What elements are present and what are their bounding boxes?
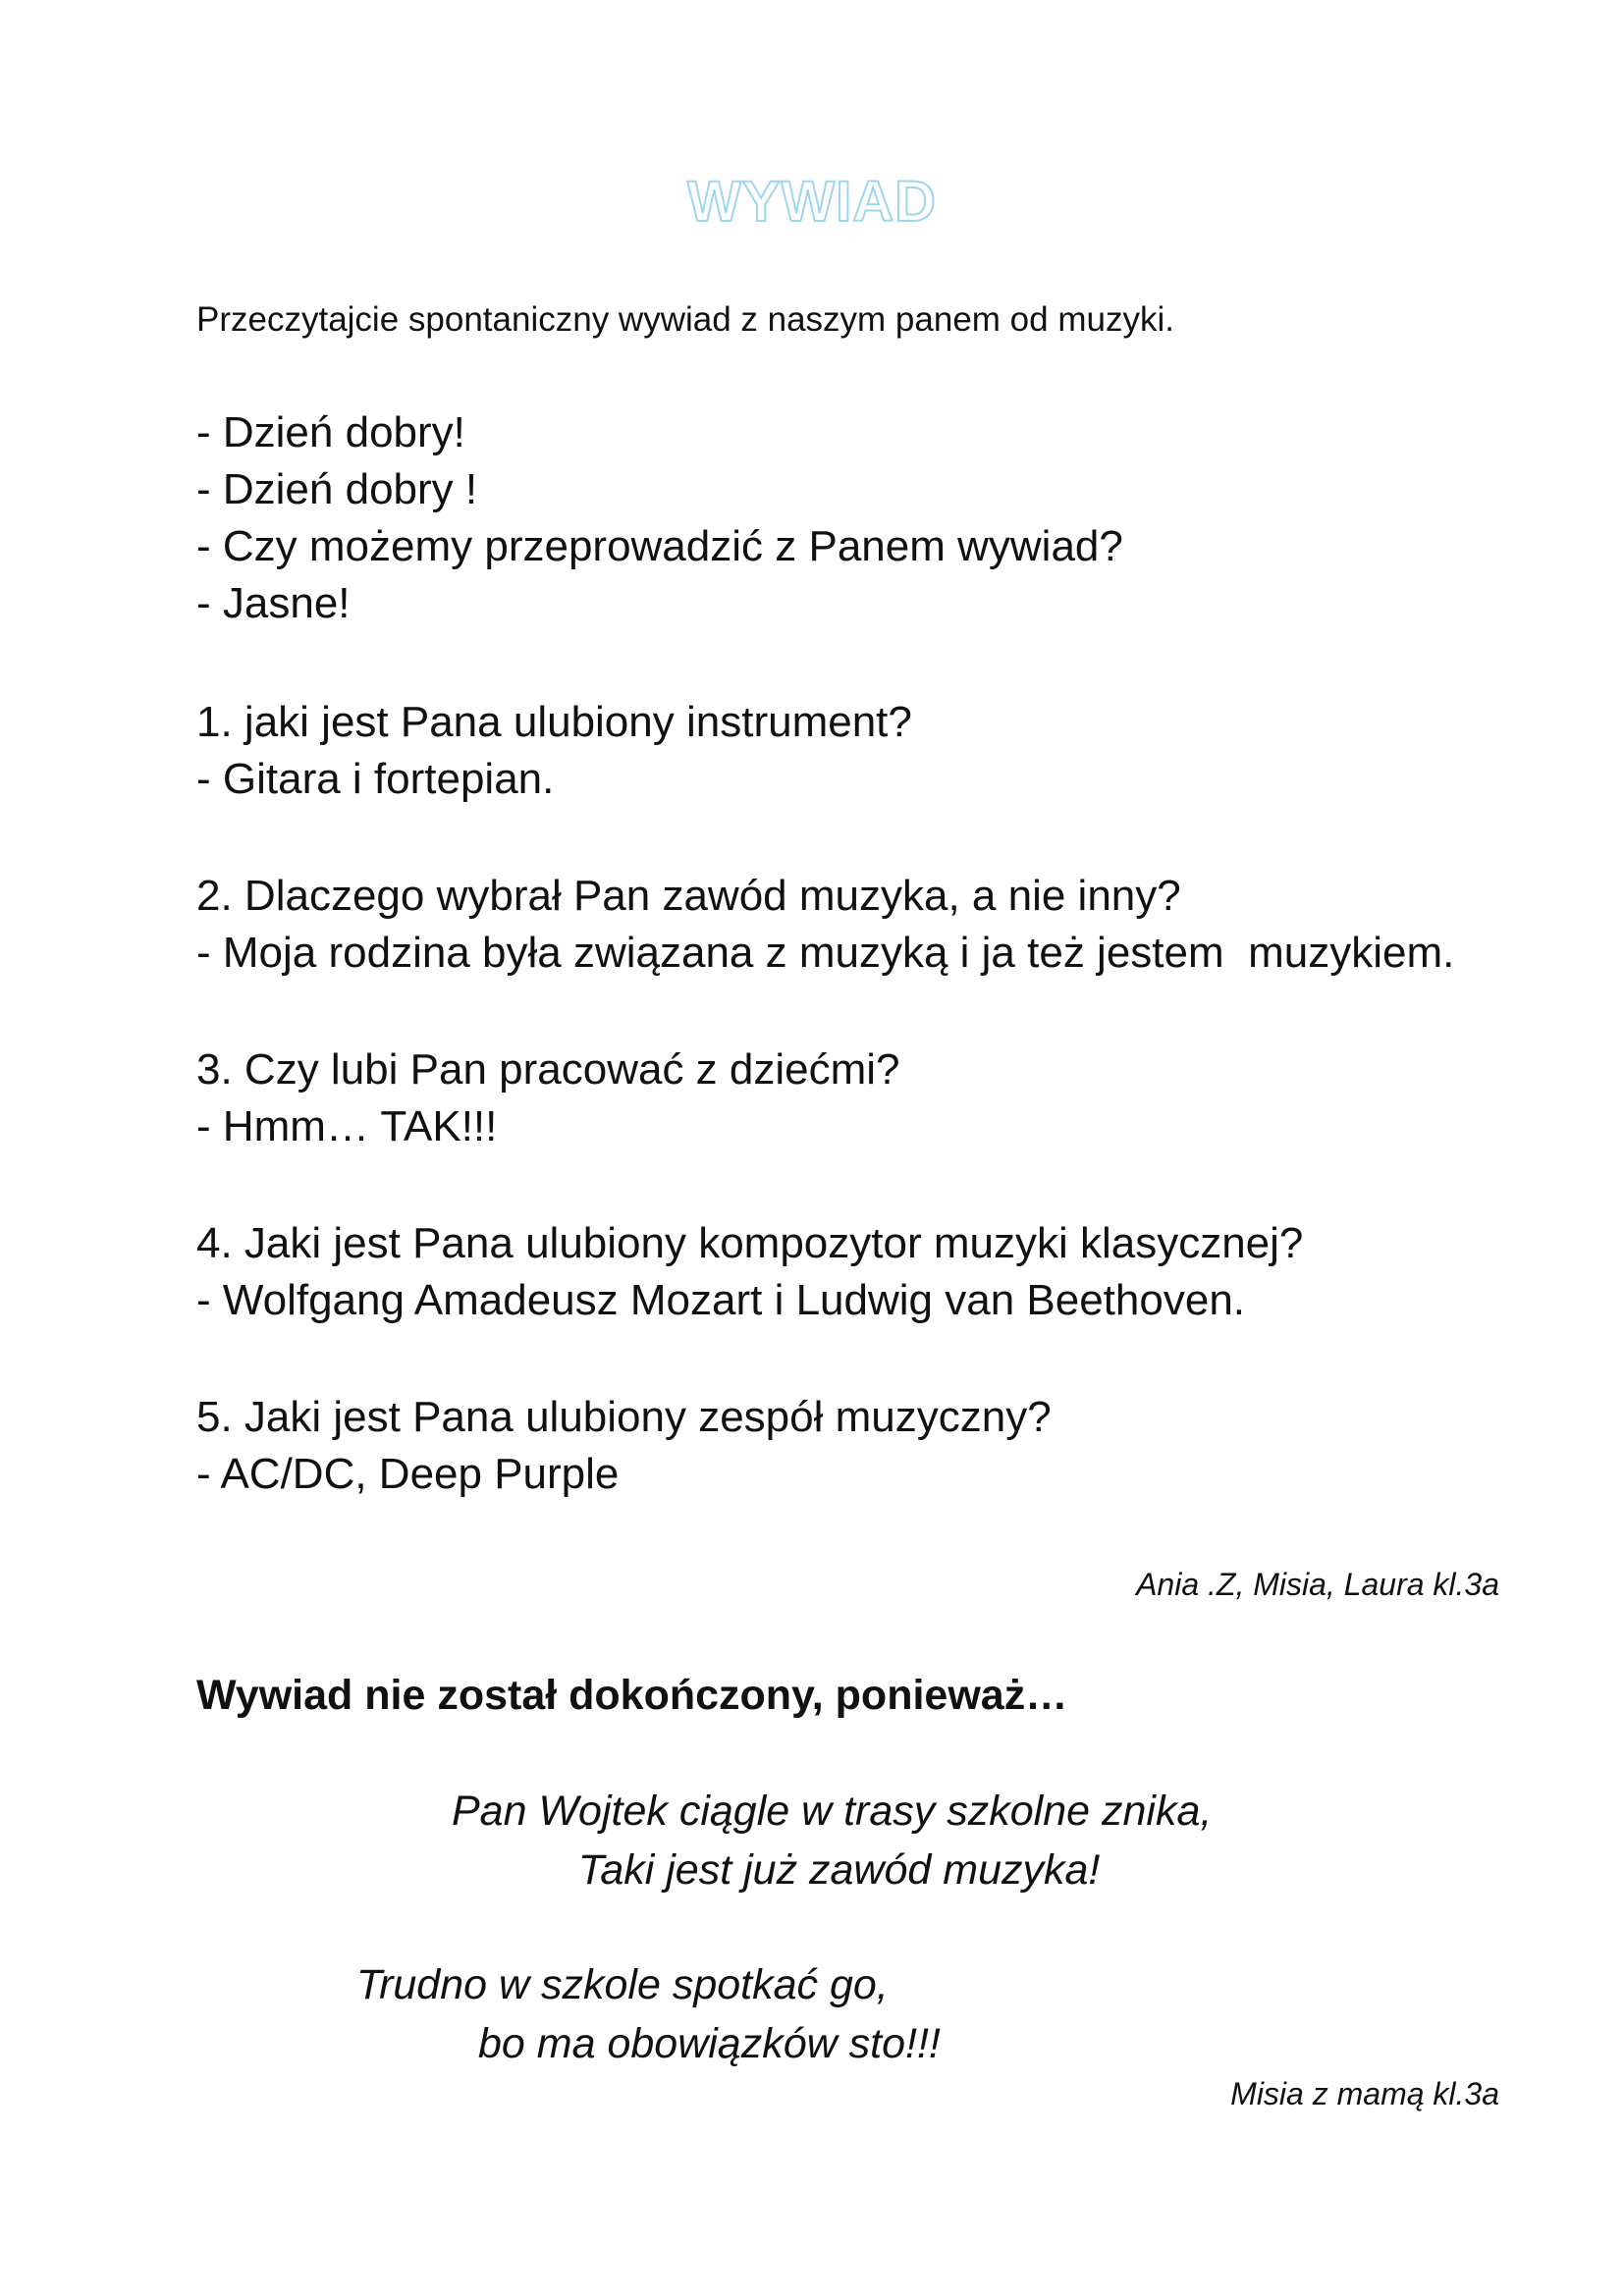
poem-line: Trudno w szkole spotkać go, — [356, 1961, 889, 2008]
document-title: WYWIAD — [686, 170, 938, 234]
qa-block-4 — [196, 1215, 1303, 1329]
question: 4. Jaki jest Pana ulubiony kompozytor muzyki klasycznej? — [196, 1219, 1304, 1267]
question: 5. Jaki jest Pana ulubiony zespół muzyczny? — [196, 1393, 1052, 1441]
dialog-line: - Dzień dobry ! — [196, 465, 478, 513]
answer: - Wolfgang Amadeusz Mozart i Ludwig van Beethoven. — [196, 1276, 1246, 1324]
section-heading: Wywiad nie został dokończony, ponieważ… — [196, 1672, 1068, 1719]
qa-block-3 — [196, 1041, 900, 1155]
dialog-line: - Czy możemy przeprowadzić z Panem wywiad? — [196, 522, 1123, 570]
dialog-line: - Dzień dobry! — [196, 408, 465, 456]
qa-block-5 — [196, 1389, 1052, 1503]
question: 1. jaki jest Pana ulubiony instrument? — [196, 698, 912, 746]
greeting-dialog — [196, 404, 1123, 632]
answer: - Hmm… TAK!!! — [196, 1102, 498, 1150]
answer: - Moja rodzina była związana z muzyką i ja też jestem muzykiem. — [196, 929, 1455, 977]
poem-line: Pan Wojtek ciągle w trasy szkolne znika, — [452, 1788, 1213, 1835]
question: 3. Czy lubi Pan pracować z dziećmi? — [196, 1045, 900, 1094]
answer: - AC/DC, Deep Purple — [196, 1450, 620, 1498]
poem-line: Taki jest już zawód muzyka! — [578, 1846, 1101, 1894]
qa-block-1 — [196, 694, 912, 808]
interview-signature: Ania .Z, Misia, Laura kl.3a — [1136, 1567, 1499, 1602]
dialog-line: - Jasne! — [196, 579, 351, 627]
answer: - Gitara i fortepian. — [196, 755, 555, 803]
intro-text: Przeczytajcie spontaniczny wywiad z naszym panem od muzyki. — [196, 300, 1174, 339]
poem-signature: Misia z mamą kl.3a — [1230, 2076, 1499, 2111]
question: 2. Dlaczego wybrał Pan zawód muzyka, a nie inny? — [196, 872, 1181, 920]
qa-block-2 — [196, 868, 1454, 982]
poem-line: bo ma obowiązków sto!!! — [478, 2020, 941, 2067]
